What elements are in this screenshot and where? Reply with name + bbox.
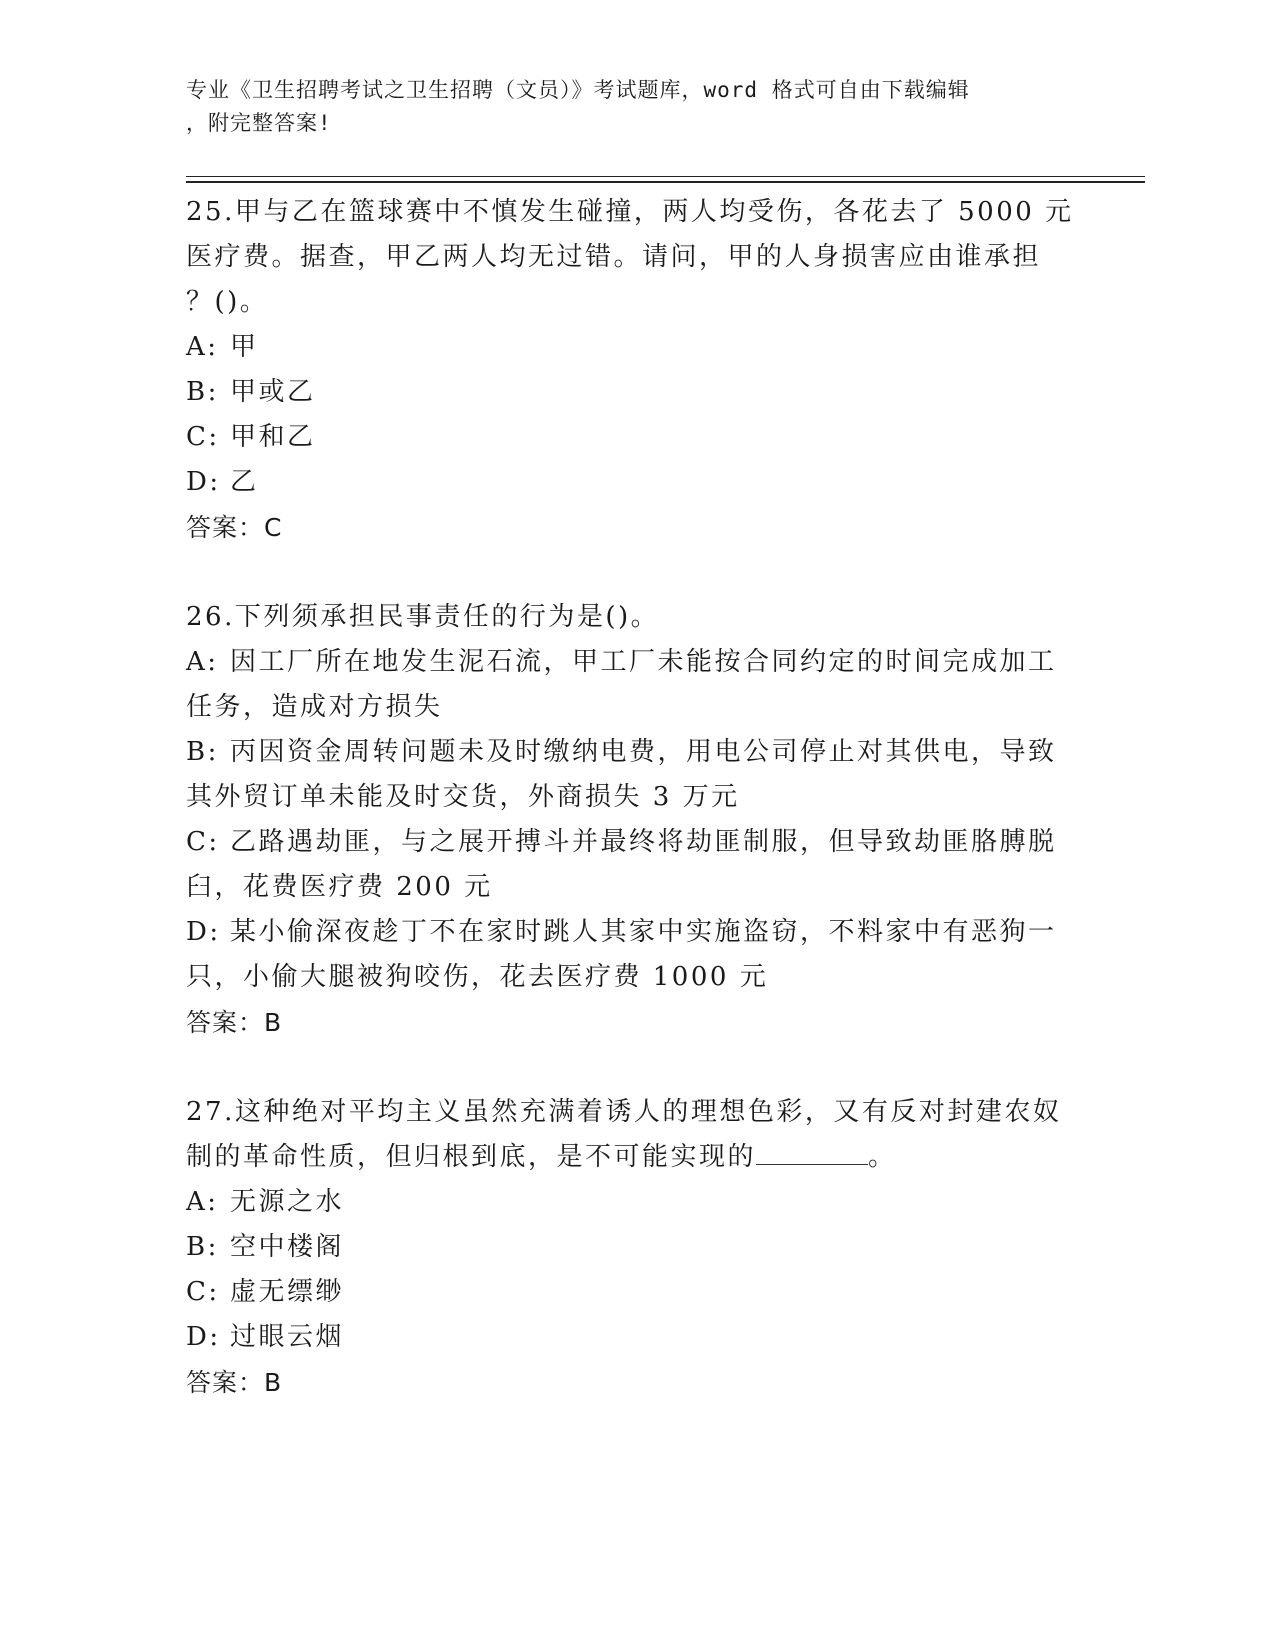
option-d [186, 910, 1086, 955]
answer: 答案：C [186, 513, 283, 542]
option-label: A: [186, 332, 219, 362]
question-list [186, 190, 1086, 1405]
option-d [186, 1315, 1086, 1360]
question-spacer [186, 1045, 1086, 1090]
option-text: 甲 [230, 332, 259, 362]
question-stem-line: 26.下列须承担民事责任的行为是()。 [186, 602, 660, 632]
question-26 [186, 595, 1086, 1045]
question-25 [186, 190, 1086, 550]
option-c [186, 415, 1086, 460]
option-c [186, 1270, 1086, 1315]
option-a-continued: 任务，造成对方损失 [186, 692, 443, 722]
option-b [186, 370, 1086, 415]
header-divider-thick [186, 181, 1145, 183]
option-a [186, 1180, 1086, 1225]
header-line-2: ，附完整答案! [186, 111, 332, 135]
stem-text: 。 [868, 1142, 897, 1172]
option-label: C: [186, 1277, 220, 1307]
question-stem-line: ？()。 [186, 287, 269, 317]
option-label: D: [186, 1322, 221, 1352]
option-label: B: [186, 377, 219, 407]
option-b [186, 730, 1086, 775]
option-text: 乙路遇劫匪，与之展开搏斗并最终将劫匪制服，但导致劫匪胳膊脱 [230, 827, 1057, 857]
option-text: 因工厂所在地发生泥石流，甲工厂未能按合同约定的时间完成加工 [230, 647, 1057, 677]
option-a [186, 325, 1086, 370]
option-d [186, 460, 1086, 505]
option-text: 空中楼阁 [230, 1232, 345, 1262]
document-header [186, 74, 1066, 140]
question-spacer [186, 550, 1086, 595]
option-a [186, 640, 1086, 685]
option-b [186, 1225, 1086, 1270]
header-line-1: 专业《卫生招聘考试之卫生招聘（文员）》考试题库，word 格式可自由下载编辑 [186, 78, 970, 102]
option-c [186, 820, 1086, 865]
option-label: B: [186, 737, 219, 767]
option-text: 某小偷深夜趁丁不在家时跳人其家中实施盗窃，不料家中有恶狗一 [230, 917, 1057, 947]
option-label: C: [186, 422, 220, 452]
option-label: A: [186, 1187, 219, 1217]
answer: 答案：B [186, 1368, 283, 1397]
option-text: 甲和乙 [230, 422, 316, 452]
answer: 答案：B [186, 1008, 283, 1037]
option-text: 丙因资金周转问题未及时缴纳电费，用电公司停止对其供电，导致 [230, 737, 1057, 767]
option-label: B: [186, 1232, 219, 1262]
option-label: D: [186, 467, 221, 497]
option-c-continued: 臼，花费医疗费 200 元 [186, 872, 493, 902]
question-stem-line: 医疗费。据查，甲乙两人均无过错。请问，甲的人身损害应由谁承担 [186, 242, 1042, 272]
question-stem-line [186, 1135, 1086, 1180]
option-label: A: [186, 647, 219, 677]
question-27 [186, 1090, 1086, 1405]
option-text: 甲或乙 [230, 377, 316, 407]
question-stem-line: 25.甲与乙在篮球赛中不慎发生碰撞，两人均受伤，各花去了 5000 元 [186, 197, 1074, 227]
option-text: 乙 [230, 467, 259, 497]
stem-text: 制的革命性质，但归根到底，是不可能实现的 [186, 1142, 757, 1172]
fill-in-blank [756, 1140, 868, 1165]
option-d-continued: 只，小偷大腿被狗咬伤，花去医疗费 1000 元 [186, 962, 769, 992]
option-label: C: [186, 827, 220, 857]
header-divider-thin [186, 176, 1145, 177]
option-text: 过眼云烟 [230, 1322, 345, 1352]
option-label: D: [186, 917, 221, 947]
option-text: 无源之水 [230, 1187, 345, 1217]
option-b-continued: 其外贸订单未能及时交货，外商损失 3 万元 [186, 782, 740, 812]
option-text: 虚无缥缈 [230, 1277, 345, 1307]
question-stem-line: 27.这种绝对平均主义虽然充满着诱人的理想色彩，又有反对封建农奴 [186, 1097, 1062, 1127]
